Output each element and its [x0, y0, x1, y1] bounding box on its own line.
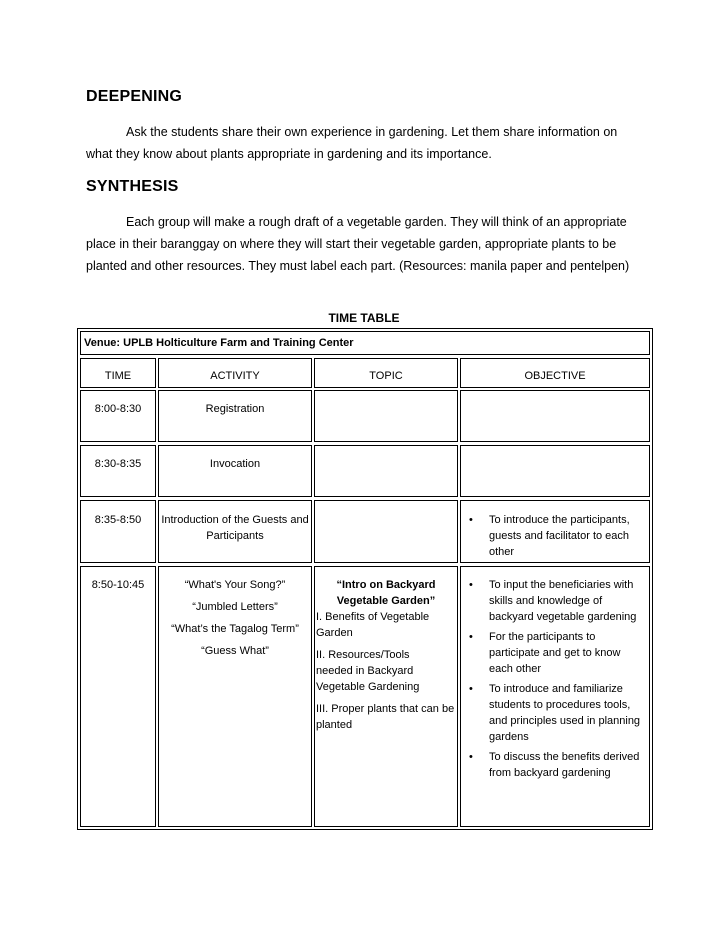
timetable-venue: Venue: UPLB Holticulture Farm and Training Center	[80, 331, 650, 355]
header-topic: TOPIC	[314, 358, 458, 388]
activity-item: “What's Your Song?”	[184, 579, 286, 591]
bullet-icon: •	[469, 683, 473, 695]
row1-activity: Registration	[158, 390, 312, 442]
row2-activity: Invocation	[158, 445, 312, 497]
bullet-icon: •	[469, 514, 473, 526]
topic-title: “Intro on Backyard Vegetable Garden”	[336, 579, 436, 607]
row1-topic	[314, 390, 458, 442]
row3-activity: Introduction of the Guests and Participants	[158, 500, 312, 563]
header-time: TIME	[80, 358, 156, 388]
objective-item: • To discuss the benefits derived from backyard gardening	[469, 751, 640, 779]
activity-item: “What’s the Tagalog Term”	[171, 623, 299, 635]
row4-topic	[314, 566, 458, 827]
topic-item: II. Resources/Tools needed in Backyard Vegetable Gardening	[316, 649, 420, 693]
row3-topic	[314, 500, 458, 563]
deepening-text: Ask the students share their own experience in gardening. Let them share information on what they know about plants appropriate in gardening and its importance.	[86, 125, 618, 161]
timetable-title: TIME TABLE	[328, 311, 400, 325]
topic-item: I. Benefits of Vegetable Garden	[316, 611, 430, 639]
row4-activities	[158, 566, 312, 827]
bullet-icon: •	[469, 751, 473, 763]
bullet-icon: •	[469, 631, 473, 643]
row4-time: 8:50-10:45	[80, 566, 156, 827]
synthesis-heading: SYNTHESIS	[86, 178, 179, 195]
objective-item: • To input the beneficiaries with skills and knowledge of backyard vegetable gardening	[469, 579, 637, 623]
row2-topic	[314, 445, 458, 497]
header-objective: OBJECTIVE	[460, 358, 650, 388]
objective-item: • To introduce and familiarize students to procedures tools, and principles used in planning gardens	[469, 683, 641, 743]
row3-objective	[460, 500, 650, 563]
row4-objectives	[460, 566, 650, 827]
deepening-paragraph	[86, 121, 646, 165]
synthesis-paragraph	[86, 211, 646, 277]
bullet-icon: •	[469, 579, 473, 591]
header-activity: ACTIVITY	[158, 358, 312, 388]
row1-objective	[460, 390, 650, 442]
deepening-heading: DEEPENING	[86, 88, 183, 105]
row2-objective	[460, 445, 650, 497]
activity-item: “Guess What”	[201, 645, 269, 657]
objective-item: • For the participants to participate and get to know each other	[469, 631, 621, 675]
synthesis-text: Each group will make a rough draft of a vegetable garden. They will think of an appropriate place in their baranggay on where they will start their vegetable garden, appropriate plants to be planted and other resources. They must label each part. (Resources: manila paper and pentelpen)	[86, 215, 630, 273]
objective-item: • To introduce the participants, guests and facilitator to each other	[469, 514, 630, 558]
topic-item: III. Proper plants that can be planted	[316, 703, 455, 731]
row3-time: 8:35-8:50	[80, 500, 156, 563]
row1-time: 8:00-8:30	[80, 390, 156, 442]
row2-time: 8:30-8:35	[80, 445, 156, 497]
activity-item: “Jumbled Letters”	[192, 601, 278, 613]
